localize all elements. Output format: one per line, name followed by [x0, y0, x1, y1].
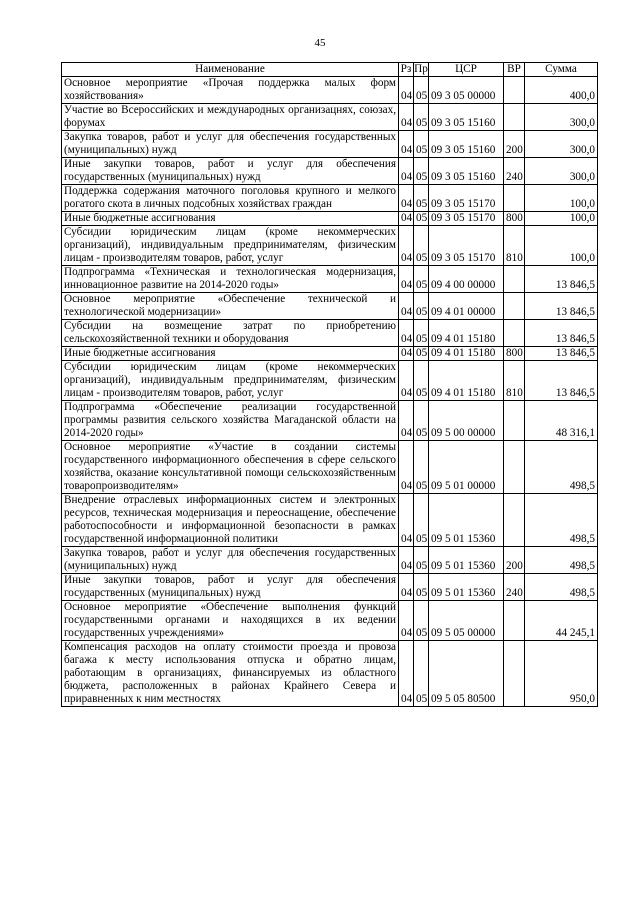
cell-vr: 200	[504, 131, 525, 158]
table-row	[62, 494, 598, 547]
cell-vr: 800	[504, 347, 525, 361]
cell-name: Иные бюджетные ассигнования	[62, 212, 399, 226]
cell-csr: 09 5 05 80500	[429, 641, 504, 707]
table-row	[62, 158, 598, 185]
cell-csr: 09 3 05 15170	[429, 185, 504, 212]
cell-name: Субсидии юридическим лицам (кроме некоммерческих организаций), индивидуальным предпринимателям, физическим лицам - производителям товаров, работ, услуг	[62, 361, 399, 401]
cell-vr: 800	[504, 212, 525, 226]
cell-vr	[504, 104, 525, 131]
cell-csr: 09 3 05 15160	[429, 158, 504, 185]
cell-sum: 400,0	[525, 77, 598, 104]
cell-pr: 05	[414, 131, 429, 158]
cell-vr	[504, 77, 525, 104]
cell-rz: 04	[399, 347, 414, 361]
column-header-csr: ЦСР	[429, 63, 504, 77]
cell-sum: 100,0	[525, 185, 598, 212]
cell-sum: 498,5	[525, 494, 598, 547]
cell-rz: 04	[399, 293, 414, 320]
cell-sum: 100,0	[525, 212, 598, 226]
cell-name: Внедрение отраслевых информационных систем и электронных ресурсов, техническая модернизация и переоснащение, обеспечение работоспособности и информационной безопасности в рамках государственной информационной политики	[62, 494, 399, 547]
cell-vr	[504, 601, 525, 641]
table-row	[62, 226, 598, 266]
table-header-row	[62, 63, 598, 77]
cell-name: Основное мероприятие «Обеспечение технической и технологической модернизации»	[62, 293, 399, 320]
budget-table	[61, 62, 598, 707]
cell-pr: 05	[414, 347, 429, 361]
cell-sum: 498,5	[525, 441, 598, 494]
cell-rz: 04	[399, 212, 414, 226]
cell-pr: 05	[414, 226, 429, 266]
cell-pr: 05	[414, 77, 429, 104]
cell-csr: 09 5 01 15360	[429, 547, 504, 574]
cell-name: Поддержка содержания маточного поголовья крупного и мелкого рогатого скота в личных подсобных хозяйствах граждан	[62, 185, 399, 212]
column-header-pr: Пр	[414, 63, 428, 75]
cell-sum: 100,0	[525, 226, 598, 266]
table-row	[62, 212, 598, 226]
cell-csr: 09 3 05 15170	[429, 226, 504, 266]
cell-sum: 13 846,5	[525, 361, 598, 401]
cell-csr: 09 5 01 15360	[429, 494, 504, 547]
table-row	[62, 266, 598, 293]
cell-rz: 04	[399, 226, 414, 266]
cell-vr	[504, 441, 525, 494]
cell-vr: 240	[504, 158, 525, 185]
cell-sum: 48 316,1	[525, 401, 598, 441]
cell-sum: 498,5	[525, 574, 598, 601]
cell-name: Иные закупки товаров, работ и услуг для обеспечения государственных (муниципальных) нужд	[62, 574, 399, 601]
cell-sum: 950,0	[525, 641, 598, 707]
cell-csr: 09 3 05 00000	[429, 77, 504, 104]
cell-pr: 05	[414, 293, 429, 320]
table-body	[62, 77, 598, 707]
table-row	[62, 441, 598, 494]
cell-sum: 13 846,5	[525, 347, 598, 361]
cell-name: Компенсация расходов на оплату стоимости проезда и провоза багажа к месту использования отпуска и обратно лицам, работающим в организациях, финансируемых из областного бюджета, расположенных в районах Крайнего Севера и приравненных к ним местностях	[62, 641, 399, 707]
cell-vr	[504, 401, 525, 441]
cell-name: Субсидии юридическим лицам (кроме некоммерческих организаций), индивидуальным предпринимателям, физическим лицам - производителям товаров, работ, услуг	[62, 226, 399, 266]
cell-rz: 04	[399, 574, 414, 601]
cell-name: Основное мероприятие «Участие в создании системы государственного информационного обеспечения в сфере сельского хозяйства, оказание консультативной помощи сельскохозяйственным товаропроизводителям»	[62, 441, 399, 494]
cell-vr: 240	[504, 574, 525, 601]
column-header-name: Наименование	[62, 63, 399, 77]
cell-sum: 300,0	[525, 158, 598, 185]
cell-pr: 05	[414, 266, 429, 293]
cell-name: Закупка товаров, работ и услуг для обеспечения государственных (муниципальных) нужд	[62, 131, 399, 158]
cell-rz: 04	[399, 266, 414, 293]
cell-name: Основное мероприятие «Обеспечение выполнения функций государственными органами и находящихся в их ведении государственных учреждениями»	[62, 601, 399, 641]
column-header-vr: ВР	[504, 63, 525, 77]
page-number: 45	[314, 37, 326, 49]
cell-name: Субсидии на возмещение затрат по приобретению сельскохозяйственной техники и оборудования	[62, 320, 399, 347]
cell-pr: 05	[414, 104, 429, 131]
cell-pr: 05	[414, 212, 429, 226]
cell-name: Иные закупки товаров, работ и услуг для обеспечения государственных (муниципальных) нужд	[62, 158, 399, 185]
cell-pr: 05	[414, 601, 429, 641]
column-header-rz: Рз	[399, 63, 414, 77]
cell-rz: 04	[399, 131, 414, 158]
cell-csr: 09 4 01 15180	[429, 347, 504, 361]
cell-rz: 04	[399, 104, 414, 131]
cell-sum: 300,0	[525, 131, 598, 158]
cell-vr	[504, 494, 525, 547]
table-row	[62, 185, 598, 212]
cell-rz: 04	[399, 320, 414, 347]
cell-csr: 09 4 01 15180	[429, 320, 504, 347]
cell-rz: 04	[399, 185, 414, 212]
column-header-sum: Сумма	[525, 63, 598, 77]
table-row	[62, 641, 598, 707]
cell-csr: 09 4 01 00000	[429, 293, 504, 320]
cell-rz: 04	[399, 601, 414, 641]
cell-csr: 09 3 05 15160	[429, 131, 504, 158]
cell-rz: 04	[399, 77, 414, 104]
cell-sum: 300,0	[525, 104, 598, 131]
table-row	[62, 601, 598, 641]
table-row	[62, 104, 598, 131]
cell-rz: 04	[399, 401, 414, 441]
cell-csr: 09 4 00 00000	[429, 266, 504, 293]
cell-pr: 05	[414, 401, 429, 441]
cell-vr: 810	[504, 226, 525, 266]
cell-pr: 05	[414, 320, 429, 347]
cell-vr	[504, 266, 525, 293]
cell-pr: 05	[414, 494, 429, 547]
cell-csr: 09 5 00 00000	[429, 401, 504, 441]
table-row	[62, 131, 598, 158]
cell-pr: 05	[414, 641, 429, 707]
cell-rz: 04	[399, 641, 414, 707]
table-row	[62, 77, 598, 104]
cell-csr: 09 3 05 15160	[429, 104, 504, 131]
table-row	[62, 347, 598, 361]
cell-name: Подпрограмма «Обеспечение реализации государственной программы развития сельского хозяйства Магаданской области на 2014-2020 годы»	[62, 401, 399, 441]
cell-rz: 04	[399, 494, 414, 547]
cell-pr: 05	[414, 441, 429, 494]
cell-csr: 09 4 01 15180	[429, 361, 504, 401]
cell-rz: 04	[399, 547, 414, 574]
cell-sum: 44 245,1	[525, 601, 598, 641]
cell-csr: 09 5 01 15360	[429, 574, 504, 601]
cell-sum: 13 846,5	[525, 293, 598, 320]
cell-pr: 05	[414, 158, 429, 185]
cell-vr	[504, 641, 525, 707]
cell-name: Подпрограмма «Техническая и технологическая модернизация, инновационное развитие на 2014-2020 годы»	[62, 266, 399, 293]
cell-pr: 05	[414, 361, 429, 401]
cell-pr: 05	[414, 185, 429, 212]
cell-csr: 09 5 05 00000	[429, 601, 504, 641]
table-row	[62, 320, 598, 347]
cell-vr	[504, 320, 525, 347]
table-row	[62, 574, 598, 601]
table-row	[62, 361, 598, 401]
cell-csr: 09 3 05 15170	[429, 212, 504, 226]
cell-sum: 13 846,5	[525, 266, 598, 293]
cell-vr: 200	[504, 547, 525, 574]
cell-sum: 13 846,5	[525, 320, 598, 347]
cell-name: Основное мероприятие «Прочая поддержка малых форм хозяйствования»	[62, 77, 399, 104]
cell-rz: 04	[399, 158, 414, 185]
table-row	[62, 293, 598, 320]
cell-rz: 04	[399, 361, 414, 401]
table-row	[62, 401, 598, 441]
cell-vr	[504, 293, 525, 320]
cell-name: Участие во Всероссийских и международных организацнях, союзах, форумах	[62, 104, 399, 131]
table-row	[62, 547, 598, 574]
cell-csr: 09 5 01 00000	[429, 441, 504, 494]
cell-vr	[504, 185, 525, 212]
cell-pr: 05	[414, 547, 429, 574]
cell-name: Закупка товаров, работ и услуг для обеспечения государственных (муниципальных) нужд	[62, 547, 399, 574]
cell-sum: 498,5	[525, 547, 598, 574]
cell-pr: 05	[414, 574, 429, 601]
cell-vr: 810	[504, 361, 525, 401]
cell-name: Иные бюджетные ассигнования	[62, 347, 399, 361]
cell-rz: 04	[399, 441, 414, 494]
